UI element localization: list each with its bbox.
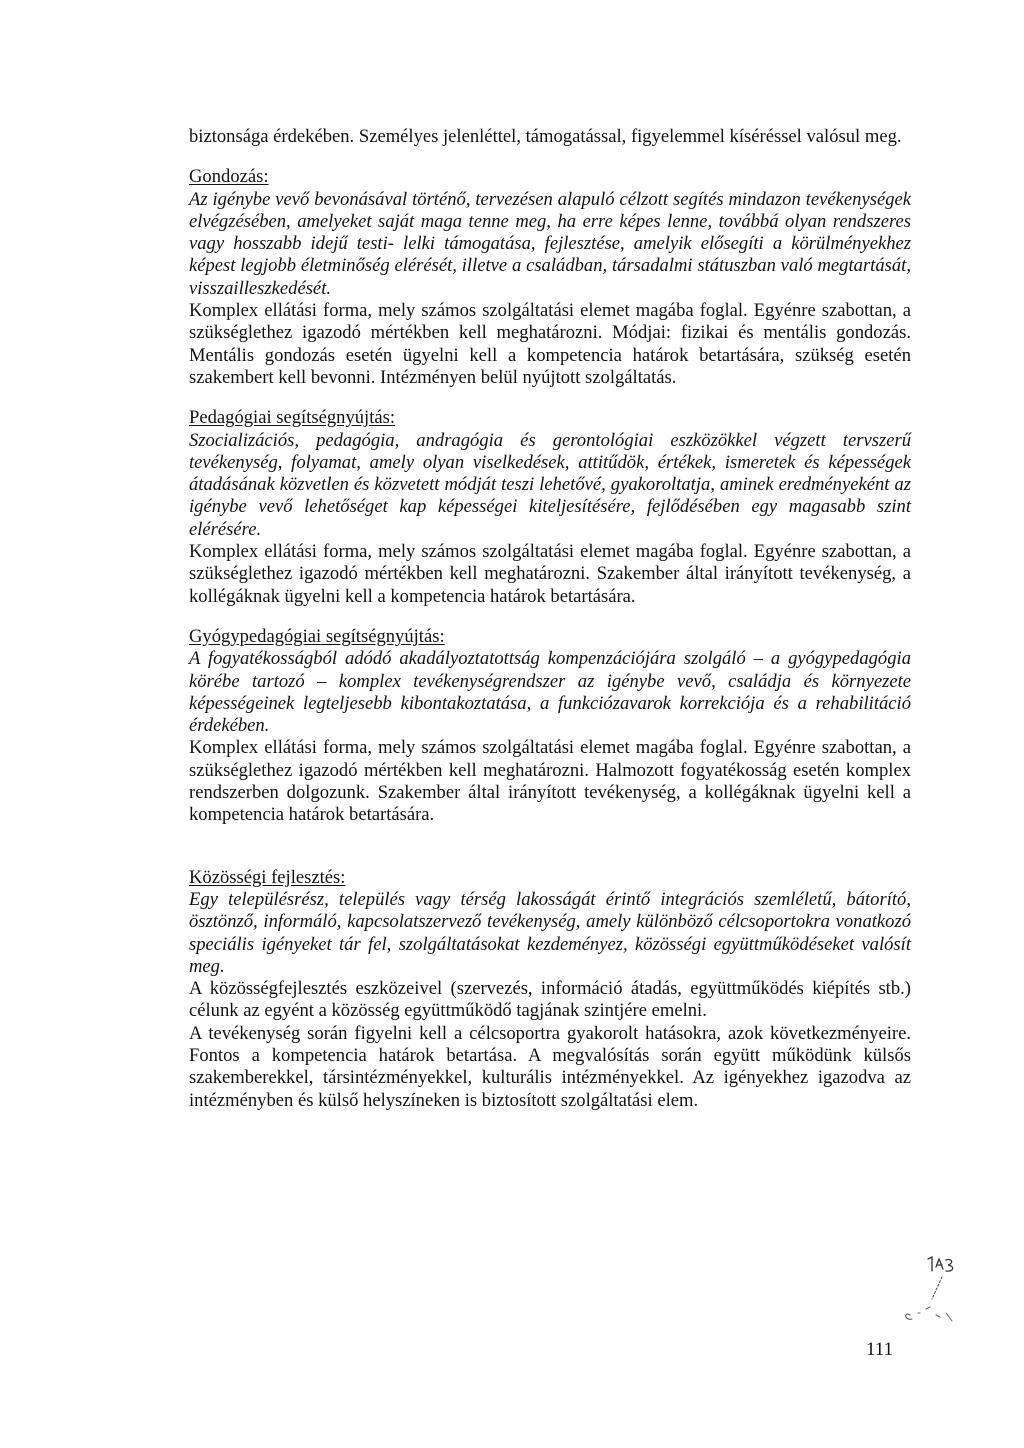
section-kozossegi-fejlesztes bbox=[189, 867, 911, 1112]
section-pedagogiai-segitsegnyujtas bbox=[189, 407, 911, 608]
section-gyogypedagogiai-segitsegnyujtas bbox=[189, 626, 911, 827]
section-definition: Szocializációs, pedagógia, andragógia és gerontológiai eszközökkel végzett tervszerű tevékenység, folyamat, amely olyan viselkedések, attitűdök, értékek, ismeretek és képességek átadásának közvetlen és közvetett módját teszi lehetővé, gyakoroltatja, aminek eredményeként az igénybe vevő lehetőséget kap képességei kiteljesítésére, fejlődésében egy magasabb szint elérésére. bbox=[189, 429, 911, 540]
page-number: 111 bbox=[866, 1339, 894, 1360]
section-definition: Egy településrész, település vagy térség lakosságát érintő integrációs szemléletű, bátorító, ösztönző, informáló, kapcsolatszervező tevékenység, amely különböző célcsoportokra vonatkozó speciális igényeket tár fel, szolgáltatásokat kezdeményez, közösségi együttműködéseket valósít meg. bbox=[189, 888, 911, 977]
section-description: A közösségfejlesztés eszközeivel (szervezés, információ átadás, együttműködés kiépítés stb.) célunk az egyént a közösség együttműködő tagjának szintjére emelni. bbox=[189, 978, 911, 1022]
section-heading: Gyógypedagógiai segítségnyújtás: bbox=[189, 625, 445, 647]
document-page bbox=[189, 126, 911, 1112]
section-description: Komplex ellátási forma, mely számos szolgáltatási elemet magába foglal. Egyénre szabottan, a szükséglethez igazodó mértékben kell meghatározni. Szakember által irányított tevékenység, a kollégáknak ügyelni kell a kompetencia határok betartására. bbox=[189, 541, 911, 607]
section-heading: Gondozás: bbox=[189, 166, 269, 188]
intro-paragraph: biztonsága érdekében. Személyes jelenléttel, támogatással, figyelemmel kíséréssel valósul meg. bbox=[189, 126, 902, 147]
section-definition: A fogyatékosságból adódó akadályoztatottság kompenzációjára szolgáló – a gyógypedagógia körébe tartozó – komplex tevékenységrendszer az igénybe vevő, családja és környezete képességeinek legteljesebb kibontakoztatása, a funkciózavarok korrekciója és a rehabilitáció érdekében. bbox=[189, 648, 911, 737]
section-definition: Az igénybe vevő bevonásával történő, tervezésen alapuló célzott segítés mindazon tevékenységek elvégzésében, amelyeket saját maga tenne meg, ha erre képes lenne, továbbá olyan rendszeres vagy hosszabb idejű testi- lelki támogatása, fejlesztése, amelyik elősegíti a körülményekhez képest legjobb életminőség elérését, illetve a családban, társadalmi státuszban való megtartását, visszailleszkedését. bbox=[189, 188, 911, 299]
section-description-continued: A tevékenység során figyelni kell a célcsoportra gyakorolt hatásokra, azok következményeire. Fontos a kompetencia határok betartása. A megvalósítás során együtt működünk külsős szakemberekkel, társintézményekkel, kulturális intézményekkel. Az igényekhez igazodva az intézményben és külső helyszíneken is biztosított szolgáltatási elem. bbox=[189, 1022, 911, 1111]
section-description: Komplex ellátási forma, mely számos szolgáltatási elemet magába foglal. Egyénre szabottan, a szükséglethez igazodó mértékben kell meghatározni. Módjai: fizikai és mentális gondozás. Mentális gondozás esetén ügyelni kell a kompetencia határok betartására, szükség esetén szakembert kell bevonni. Intézményen belül nyújtott szolgáltatás. bbox=[189, 300, 911, 388]
section-heading: Közösségi fejlesztés: bbox=[189, 866, 346, 888]
section-gondozas bbox=[189, 166, 911, 389]
section-description: Komplex ellátási forma, mely számos szolgáltatási elemet magába foglal. Egyénre szabottan, a szükséglethez igazodó mértékben kell meghatározni. Halmozott fogyatékosság esetén komplex rendszerben dolgozunk. Szakember által irányított tevékenység, a kollégáknak ügyelni kell a kompetencia határok betartására. bbox=[189, 737, 911, 826]
section-heading: Pedagógiai segítségnyújtás: bbox=[189, 407, 396, 429]
handwritten-annotation bbox=[880, 1255, 970, 1325]
